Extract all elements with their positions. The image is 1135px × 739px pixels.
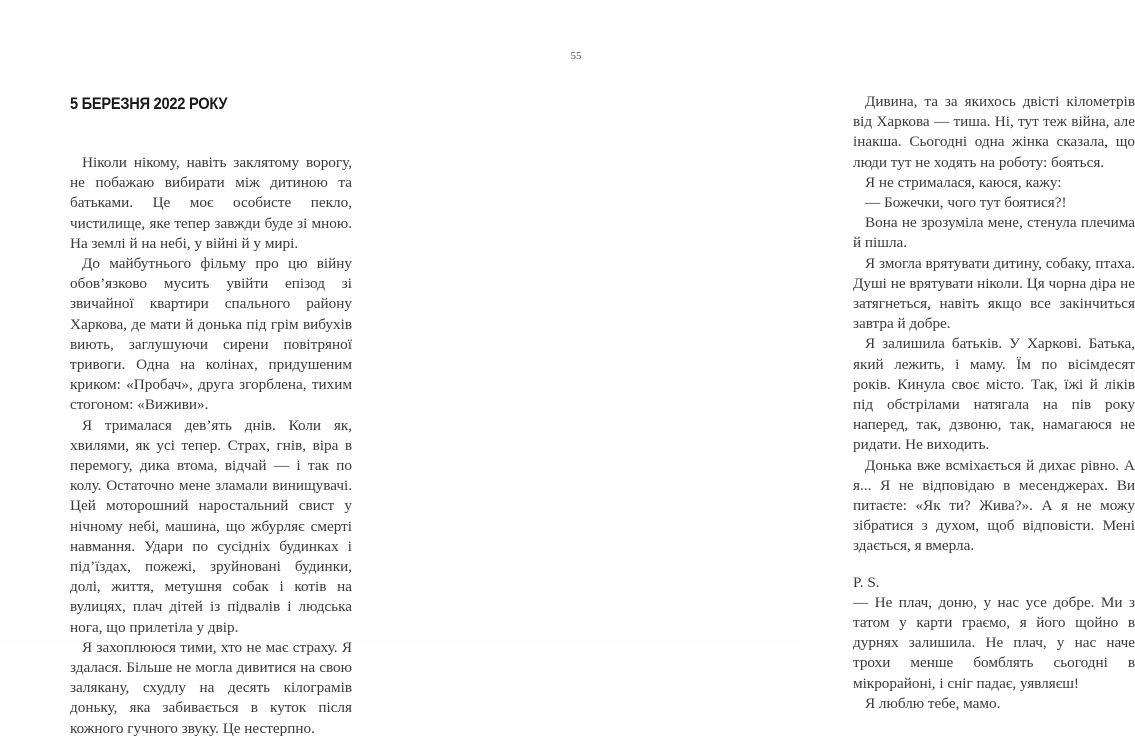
paragraph: Дивина, та за якихось двісті кілометрів від Харкова — тиша. Ні, тут теж війна, але інакша. Сьогодні одна жінка сказала, що люди тут не ходять на роботу: бояться. <box>853 93 1135 171</box>
paragraph: Я змогла врятувати дитину, собаку, птаха. Душі не врятувати ніколи. Ця чорна діра не затягнеться, навіть якщо все закінчиться завтра й добре. <box>853 254 1135 333</box>
postscript-label: P. S. <box>853 573 880 591</box>
right-page-body <box>853 92 1135 714</box>
paragraph: Я залишила батьків. У Харкові. Батька, який лежить, і маму. Їм по вісімдесят років. Кинула своє місто. Так, їжі й ліків під обстрілами натягала на пів року наперед, так, дзвоню, так, намагаюся не ридати. Не виходить. <box>853 335 1135 454</box>
left-page <box>0 0 400 737</box>
paragraph: Я захоплююся тими, хто не має страху. Я здалася. Більше не могла дивитися на свою залякану, схудлу на десять кілограмів доньку, яка забивається в куток після кожного гучного звуку. Це нестерпно. <box>70 638 352 737</box>
paragraph: Я трималася дев’ять днів. Коли як, хвилями, як усі тепер. Страх, гнів, віра в перемогу, дика втома, відчай — і так по колу. Остаточно мене зламали винищувачі. Цей моторошний наростальний свист у нічному небі, машина, що жбурляє смерті навмання. Удари по сусідніх будинках і під’їздах, пожежі, зруйновані будинки, долі, життя, метушня собак і котів на вулицях, плач дітей із підвалів і людська нога, що прилетіла у двір. <box>70 416 352 636</box>
paragraph: Я не стрималася, каюся, кажу: <box>865 173 1062 191</box>
paragraph: Донька вже всміхається й дихає рівно. А я... Я не відповідаю в месенджерах. Ви питаєте: «Як ти? Жива?». А я не можу зібратися з духом, щоб відповісти. Мені здається, я вмерла. <box>853 456 1135 555</box>
chapter-title: 5 БЕРЕЗНЯ 2022 РОКУ <box>70 94 228 113</box>
page-number: 55 <box>570 50 582 62</box>
paragraph: Ніколи нікому, навіть заклятому ворогу, не побажаю вибирати між дитиною та батьками. Це моє особисте пекло, чистилище, яке тепер завжди буде зі мною. На землі й на небі, у війні й у мирі. <box>70 154 352 252</box>
postscript-dialogue: — Не плач, доню, у нас усе добре. Ми з татом у карти граємо, я його щойно в дурнях залишила. Не плач, у нас наче трохи менше бомблять сьогодні в мікрорайоні, і сніг падає, уявляєш! <box>853 593 1135 692</box>
left-page-body <box>70 153 352 739</box>
postscript-closing: Я люблю тебе, мамо. <box>865 694 1001 712</box>
paragraph: Вона не зрозуміла мене, стенула плечима й пішла. <box>853 214 1135 252</box>
dialogue-line: — Божечки, чого тут боятися?! <box>865 194 1067 212</box>
paragraph: До майбутнього фільму про цю війну обов’язково мусить увійти епізод зі звичайної квартири спального району Харкова, де мати й донька під грім вибухів виють, заглушуючи сирени повітряної тривоги. Одна на колінах, придушеним криком: «Пробач», друга згорблена, тихим стогоном: «Виживи». <box>70 255 352 414</box>
right-page <box>400 0 1135 712</box>
